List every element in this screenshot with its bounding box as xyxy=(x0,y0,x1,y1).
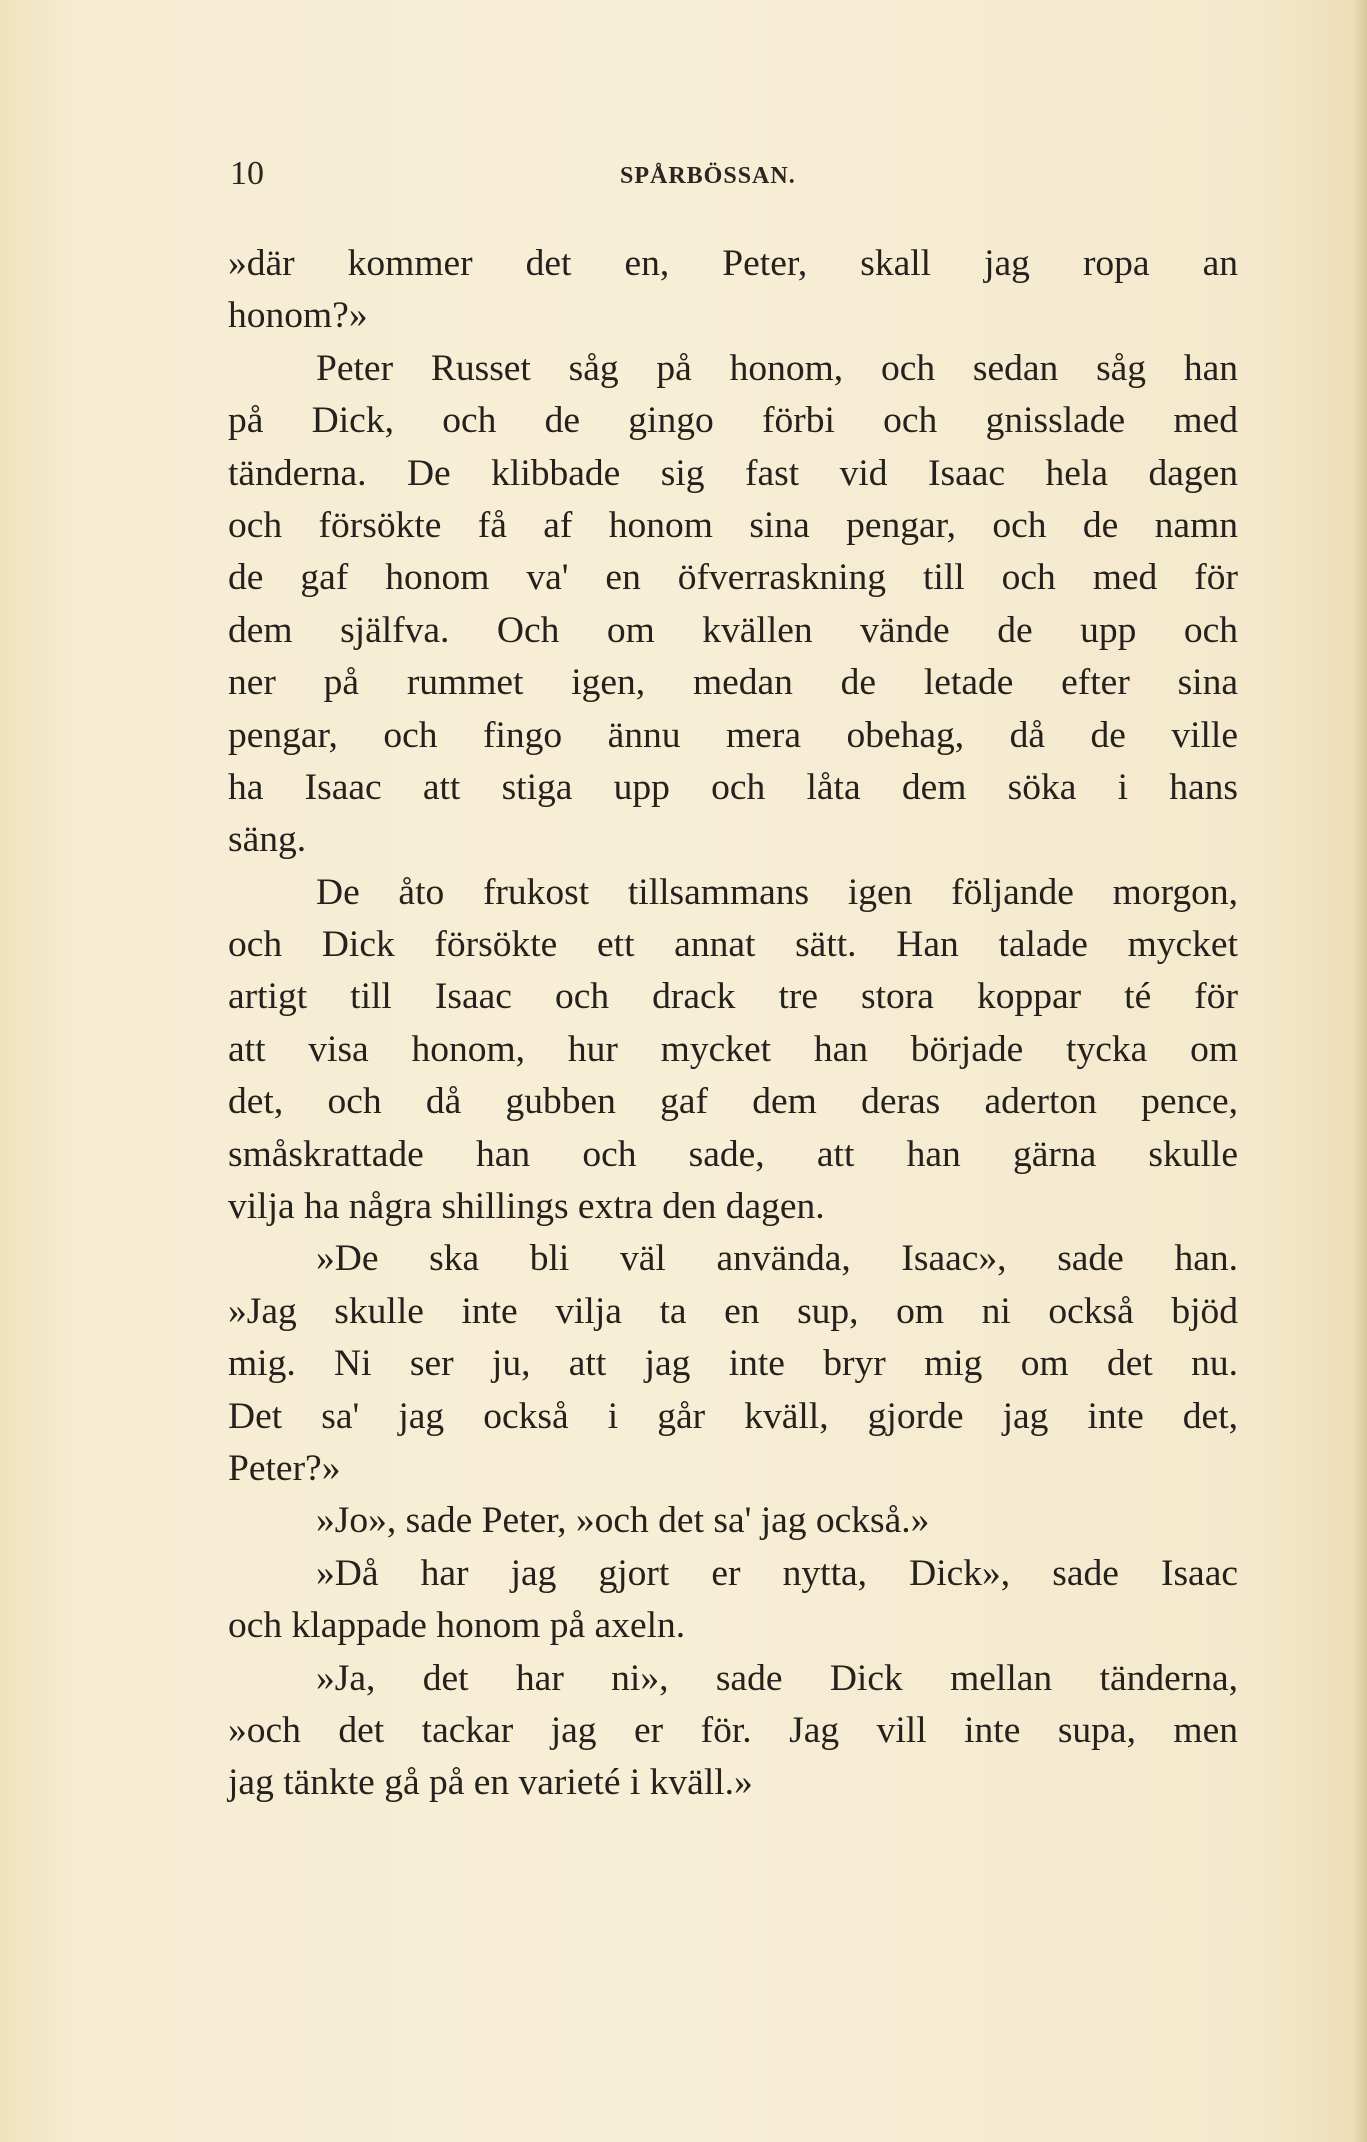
text-line: »De ska bli väl använda, Isaac», sade han. xyxy=(316,1238,1238,1280)
text-line: »och det tackar jag er för. Jag vill inte supa, men xyxy=(228,1709,1238,1751)
text-line: dem själfva. Och om kvällen vände de upp och xyxy=(228,609,1238,651)
text-line: Peter Russet såg på honom, och sedan såg han xyxy=(316,347,1238,389)
text-line: ner på rummet igen, medan de letade efter sina xyxy=(228,662,1238,704)
text-line: de gaf honom va' en öfverraskning till och med för xyxy=(228,557,1238,599)
text-line: De åto frukost tillsammans igen följande morgon, xyxy=(316,871,1238,913)
page-header xyxy=(230,155,1240,205)
text-line: pengar, och fingo ännu mera obehag, då de ville xyxy=(228,714,1238,756)
text-line: jag tänkte gå på en varieté i kväll.» xyxy=(228,1762,753,1804)
text-line: på Dick, och de gingo förbi och gnisslade med xyxy=(228,400,1238,442)
text-line: och klappade honom på axeln. xyxy=(228,1605,686,1647)
text-line: Det sa' jag också i går kväll, gjorde jag inte det, xyxy=(228,1395,1238,1437)
text-line: och Dick försökte ett annat sätt. Han talade mycket xyxy=(228,924,1238,966)
text-line: ha Isaac att stiga upp och låta dem söka i hans xyxy=(228,766,1238,808)
text-line: mig. Ni ser ju, att jag inte bryr mig om det nu. xyxy=(228,1343,1238,1385)
text-line: »Jo», sade Peter, »och det sa' jag också.» xyxy=(316,1500,930,1542)
text-line: att visa honom, hur mycket han började tycka om xyxy=(228,1028,1238,1070)
body-text xyxy=(228,238,1238,1810)
text-line: »där kommer det en, Peter, skall jag ropa an xyxy=(228,243,1238,284)
text-line: vilja ha några shillings extra den dagen. xyxy=(228,1186,825,1228)
text-line: småskrattade han och sade, att han gärna skulle xyxy=(228,1133,1238,1175)
text-line: säng. xyxy=(228,819,307,861)
text-line: det, och då gubben gaf dem deras aderton pence, xyxy=(228,1081,1238,1123)
text-line: artigt till Isaac och drack tre stora koppar té för xyxy=(228,976,1238,1018)
text-line: tänderna. De klibbade sig fast vid Isaac hela dagen xyxy=(228,452,1238,494)
text-line: honom?» xyxy=(228,295,368,337)
text-line: Peter?» xyxy=(228,1447,341,1489)
page-number: 10 xyxy=(230,155,264,192)
text-line: och försökte få af honom sina pengar, och de namn xyxy=(228,504,1238,546)
text-line: »Jag skulle inte vilja ta en sup, om ni också bjöd xyxy=(228,1290,1238,1332)
text-line: »Ja, det har ni», sade Dick mellan tänderna, xyxy=(316,1657,1238,1699)
running-head: SPÅRBÖSSAN. xyxy=(620,163,796,189)
text-line: »Då har jag gjort er nytta, Dick», sade Isaac xyxy=(316,1552,1238,1594)
